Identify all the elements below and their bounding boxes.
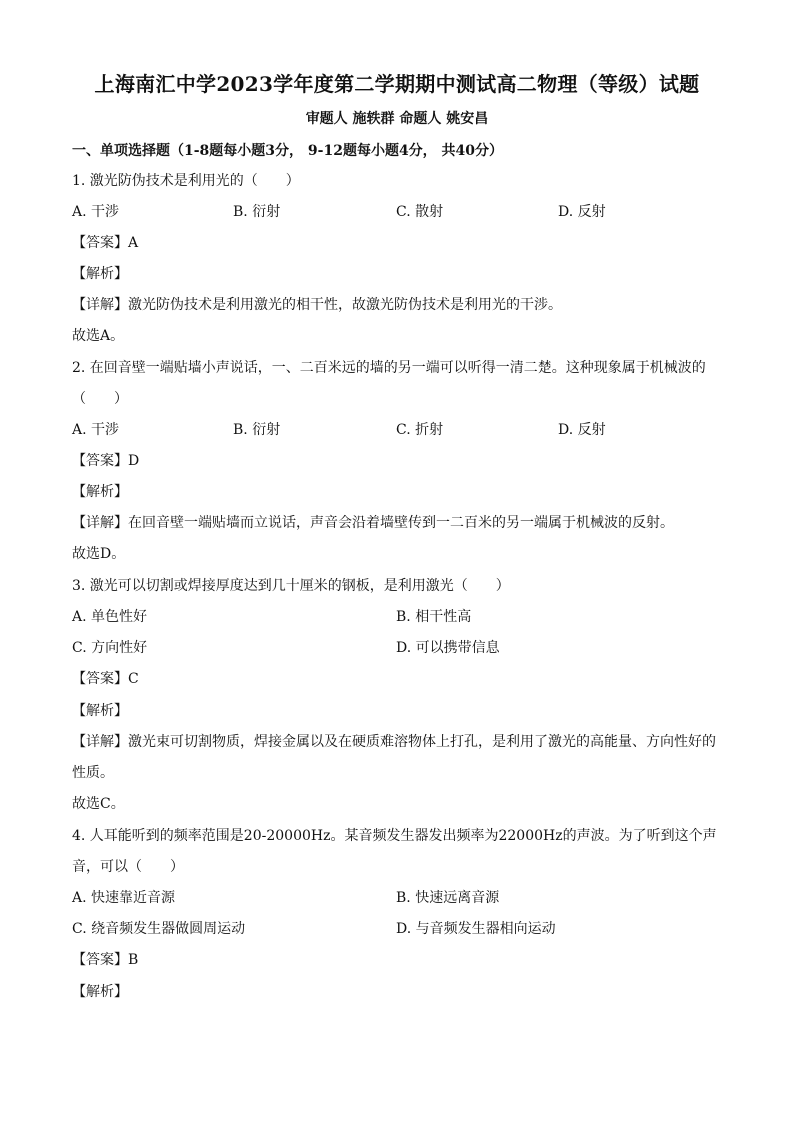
question-4-stem: 4. 人耳能听到的频率范围是20-20000Hz。某音频发生器发出频率为22000Hz的声波。为了听到这个声	[72, 828, 717, 844]
answer-value: A	[128, 235, 139, 251]
q3-option-a: A. 单色性好	[72, 609, 148, 625]
question-1-stem: 1. 激光防伪技术是利用光的（ ）	[72, 173, 300, 189]
q4-option-b: B. 快速远离音源	[396, 890, 500, 906]
page-title: 上海南汇中学2023学年度第二学期期中测试高二物理（等级）试题	[94, 72, 700, 96]
q3-conclusion: 故选C。	[72, 796, 125, 812]
detail-text: 激光束可切割物质，焊接金属以及在硬质难溶物体上打孔，是利用了激光的高能量、方向性好的	[128, 734, 716, 750]
q2-answer	[72, 452, 139, 470]
q1-analysis-label: 【解析】	[72, 266, 128, 282]
q3-detail	[72, 733, 716, 751]
detail-label: 【详解】	[72, 515, 128, 531]
answer-value: C	[128, 671, 139, 687]
answer-label: 【答案】	[72, 952, 128, 968]
detail-text: 在回音壁一端贴墙而立说话，声音会沿着墙壁传到一二百米的另一端属于机械波的反射。	[128, 515, 674, 531]
q2-detail	[72, 514, 674, 532]
q4-option-d: D. 与音频发生器相向运动	[396, 921, 556, 937]
q3-detail-cont: 性质。	[72, 765, 114, 781]
answer-value: D	[128, 453, 140, 469]
q3-option-b: B. 相干性高	[396, 609, 472, 625]
q2-analysis-label: 【解析】	[72, 484, 128, 500]
answer-label: 【答案】	[72, 671, 128, 687]
q4-answer	[72, 951, 138, 969]
question-3-stem: 3. 激光可以切割或焊接厚度达到几十厘米的钢板，是利用激光（ ）	[72, 578, 510, 594]
q2-option-b: B. 衍射	[233, 422, 281, 438]
q1-detail	[72, 296, 562, 314]
section-heading: 一、单项选择题（1-8题每小题3分， 9-12题每小题4分， 共40分）	[72, 143, 504, 159]
q2-option-d: D. 反射	[558, 422, 606, 438]
q3-answer	[72, 670, 139, 688]
q2-option-c: C. 折射	[396, 422, 444, 438]
q1-option-a: A. 干涉	[72, 204, 120, 220]
q4-option-a: A. 快速靠近音源	[72, 890, 176, 906]
answer-label: 【答案】	[72, 235, 128, 251]
question-4-stem-cont: 音，可以（ ）	[72, 859, 184, 875]
question-2-stem: 2. 在回音壁一端贴墙小声说话，一、二百米远的墙的另一端可以听得一清二楚。这种现象属于机械波的	[72, 360, 706, 376]
answer-label: 【答案】	[72, 453, 128, 469]
q3-option-c: C. 方向性好	[72, 640, 148, 656]
answer-value: B	[128, 952, 139, 968]
q4-option-c: C. 绕音频发生器做圆周运动	[72, 921, 246, 937]
detail-label: 【详解】	[72, 297, 128, 313]
q3-analysis-label: 【解析】	[72, 703, 128, 719]
q1-option-c: C. 散射	[396, 204, 444, 220]
q1-option-d: D. 反射	[558, 204, 606, 220]
q2-conclusion: 故选D。	[72, 546, 126, 562]
detail-label: 【详解】	[72, 734, 128, 750]
q4-analysis-label: 【解析】	[72, 984, 128, 1000]
reviewer-line: 审题人 施轶群 命题人 姚安昌	[305, 111, 489, 127]
detail-text: 激光防伪技术是利用激光的相干性，故激光防伪技术是利用光的干涉。	[128, 297, 562, 313]
q1-option-b: B. 衍射	[233, 204, 281, 220]
q1-answer	[72, 234, 138, 252]
q3-option-d: D. 可以携带信息	[396, 640, 500, 656]
question-2-stem-cont: （ ）	[72, 391, 128, 407]
q1-conclusion: 故选A。	[72, 328, 125, 344]
q2-option-a: A. 干涉	[72, 422, 120, 438]
